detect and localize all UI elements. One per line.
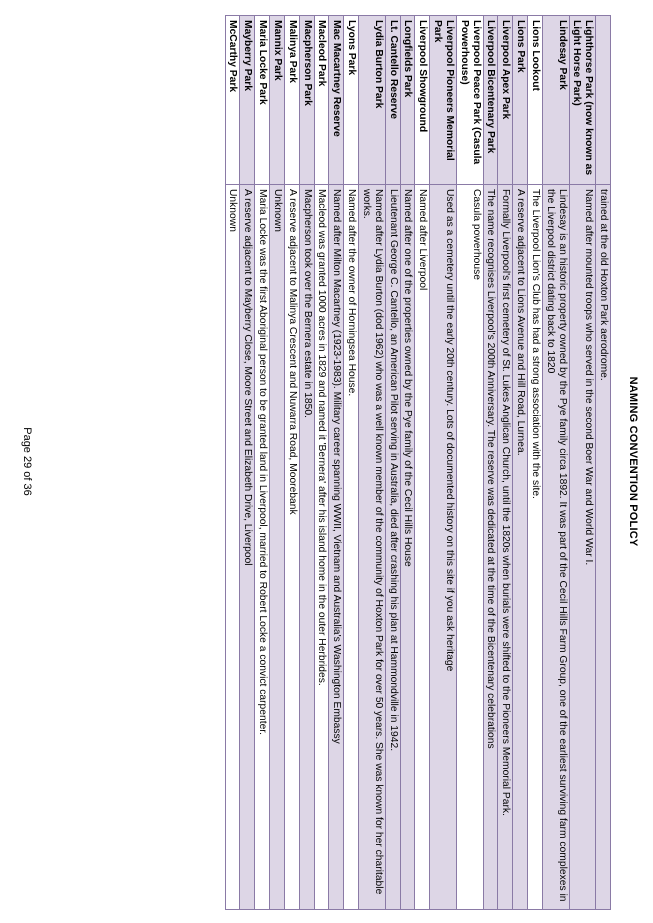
table-row (569, 16, 596, 910)
park-name-cell: Mac Macartney Reserve (329, 16, 344, 185)
park-name-cell: Lions Park (513, 16, 528, 185)
park-name-cell: Liverpool Showground (415, 16, 430, 185)
description-cell: Maria Locke was the first Aboriginal person to be granted land in Liverpool, married to Robert Locke a convict carpenter. (255, 185, 270, 910)
description-cell: The Liverpool Lion's Club has had a strong association with the site. (528, 185, 543, 910)
park-name-cell: Liverpool Peace Park (Casula Powerhouse) (456, 16, 483, 185)
description-cell: trained at the old Hoxton Park aerodrome. (596, 185, 611, 910)
description-cell: Named after one of the properties owned by the Pye family of the Cecil Hills House (400, 185, 415, 910)
table-row (528, 16, 543, 910)
table-row (400, 16, 415, 910)
park-name-cell: Mannix Park (270, 16, 285, 185)
description-cell: A reserve adjacent to Malinya Crescent and Nuwarra Road, Moorebank (284, 185, 299, 910)
park-name-cell: Liverpool Pioneers Memorial Park (430, 16, 457, 185)
description-cell: Macpherson took over the Bernera estate in 1850. (299, 185, 314, 910)
park-name-cell: Lt. Cantello Reserve (385, 16, 400, 185)
table-row (359, 16, 386, 910)
table-row (430, 16, 457, 910)
park-name-cell: Liverpool Bicentenary Park (483, 16, 498, 185)
park-name-cell: Macpherson Park (299, 16, 314, 185)
table-row (456, 16, 483, 910)
park-name-cell: McCarthy Park (225, 16, 240, 185)
park-name-cell: Longfields Park (400, 16, 415, 185)
park-name-cell: Lighthorse Park (now known as Light Horse Park) (569, 16, 596, 185)
description-cell: Formally Liverpool's first cemetery of St. Lukes Anglican Church, until the 1820s when burials were shifted to the Pioneers Memorial Park. (498, 185, 513, 910)
description-cell: The name recognises Liverpool's 200th Anniversary. The reserve was dedicated at the time of the Bicentenary celebrations (483, 185, 498, 910)
table-row (270, 16, 285, 910)
description-cell: Named after Liverpool (415, 185, 430, 910)
park-name-cell: Mayberry Park (240, 16, 255, 185)
description-cell: Named after mounted troops who served in the second Boer War and World War I. (569, 185, 596, 910)
park-name-cell: Lyons Park (344, 16, 359, 185)
page-title: NAMING CONVENTION POLICY (627, 376, 639, 547)
table-row (255, 16, 270, 910)
description-cell: Unknown (270, 185, 285, 910)
table-row (385, 16, 400, 910)
description-cell: Casula powerhouse (456, 185, 483, 910)
description-cell: A reserve adjacent to Lions Avenue and Hill Road, Lurnea. (513, 185, 528, 910)
description-cell: A reserve adjacent to Mayberry Close, Moore Street and Elizabeth Drive, Liverpool (240, 185, 255, 910)
table-body (225, 16, 610, 910)
description-cell: Used as a cemetery until the early 20th century. Lots of documented history on this site if you ask heritage (430, 185, 457, 910)
park-name-cell: Maria Locke Park (255, 16, 270, 185)
table-row (483, 16, 498, 910)
table-row (314, 16, 329, 910)
table-row (225, 16, 240, 910)
table-row (344, 16, 359, 910)
table-row (498, 16, 513, 910)
description-cell: Lieutenant George C. Cantello, an American Pilot serving in Australia, died after crashing his plan at Hammondville in 1942. (385, 185, 400, 910)
table-row (329, 16, 344, 910)
park-name-cell (596, 16, 611, 185)
table-row (542, 16, 569, 910)
table-row (299, 16, 314, 910)
table-row (513, 16, 528, 910)
naming-table (225, 15, 611, 910)
description-cell: Named after the owner of Horningsea House. (344, 185, 359, 910)
description-cell: Lindesay is an historic property owned by the Pye family circa 1892. It was part of the Cecil Hills Farm Group, one of the earliest surviving farm complexes in the Liverpool district dating back to 1820 (542, 185, 569, 910)
park-name-cell: Lindesay Park (542, 16, 569, 185)
description-cell: Named after Lydia Burton (dod 1962) who was a well known member of the community of Hoxton Park for over 50 years. She was known for her charitable works. (359, 185, 386, 910)
park-name-cell: Macleod Park (314, 16, 329, 185)
table-row (284, 16, 299, 910)
park-name-cell: Liverpool Apex Park (498, 16, 513, 185)
description-cell: Named after Milton Macartney (1923-1983). Military career spanning WWII, Vietnam and Australia's Washington Embassy (329, 185, 344, 910)
page-number: Page 29 of 36 (21, 427, 33, 496)
table-row (415, 16, 430, 910)
description-cell: Unknown (225, 185, 240, 910)
table-row (596, 16, 611, 910)
park-name-cell: Lions Lookout (528, 16, 543, 185)
table-row (240, 16, 255, 910)
park-name-cell: Lydia Burton Park (359, 16, 386, 185)
park-name-cell: Malinya Park (284, 16, 299, 185)
description-cell: Macleod was granted 1000 acres in 1829 and named it 'Bernera' after his island home in the outer Herbrides. (314, 185, 329, 910)
